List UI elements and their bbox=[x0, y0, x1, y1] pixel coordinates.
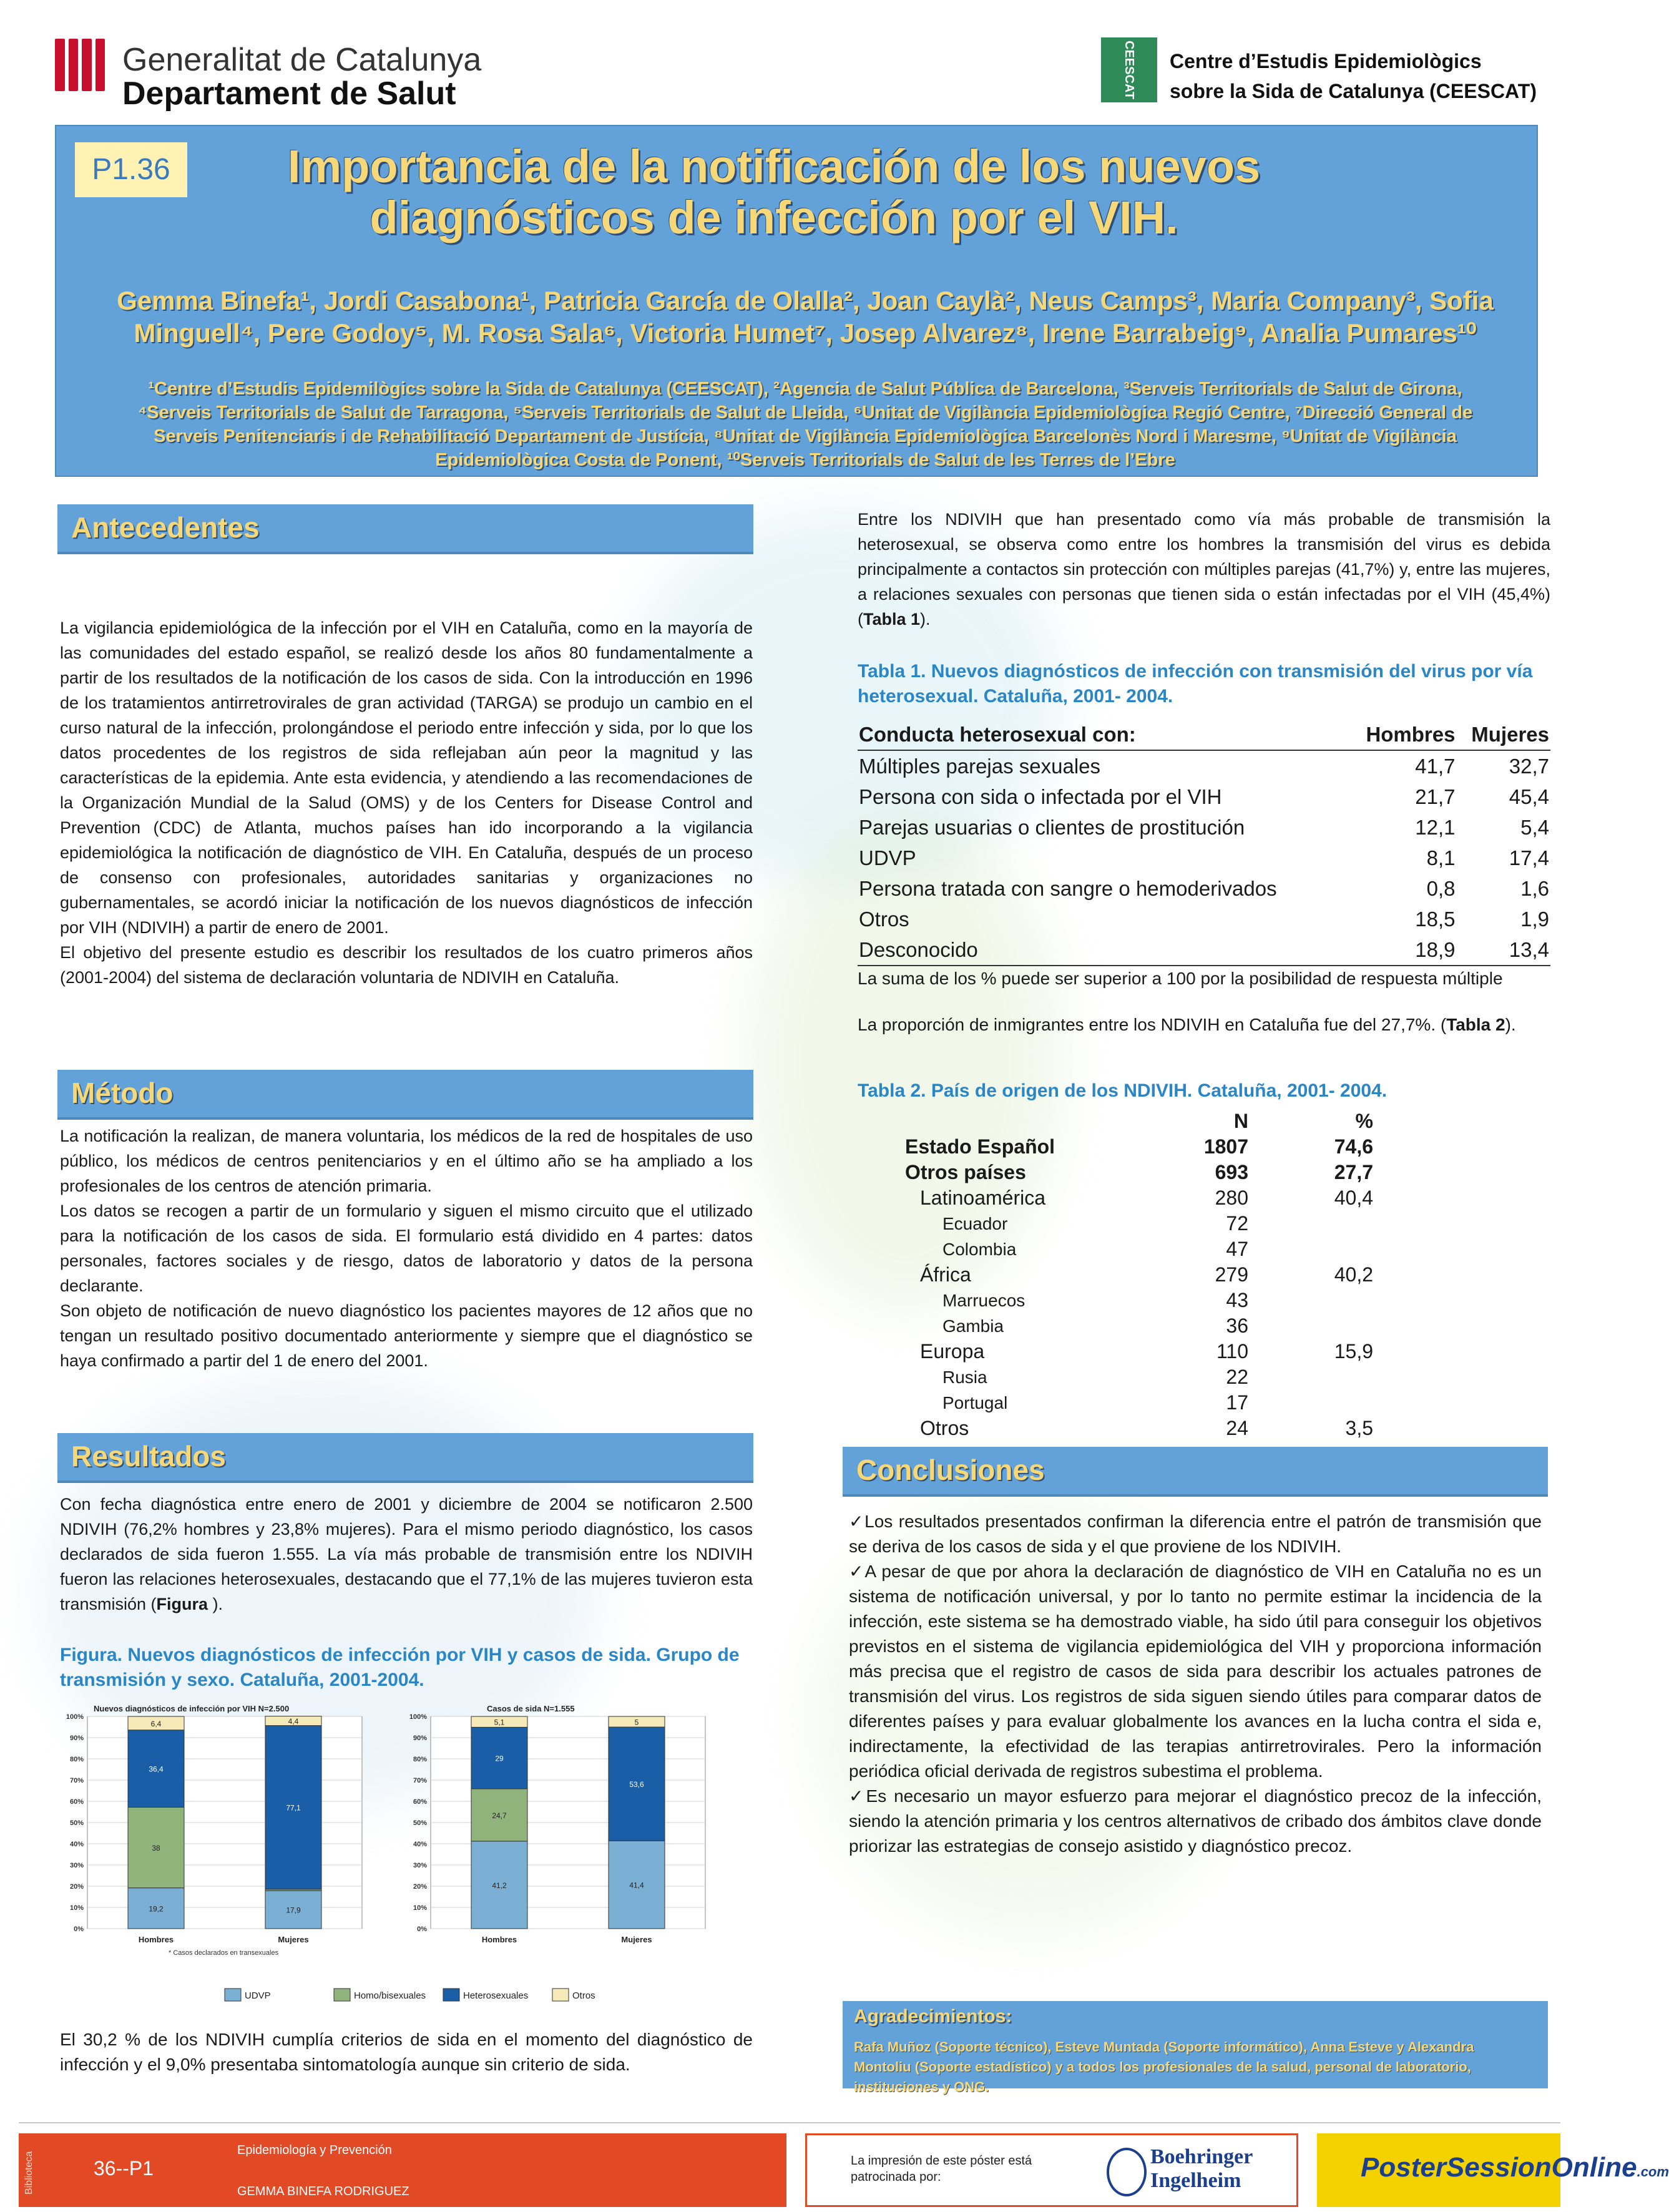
footer-info bbox=[19, 2133, 786, 2207]
acknowledgements-box bbox=[843, 2001, 1548, 2095]
paragraph-text: ). bbox=[920, 610, 931, 629]
data-label: 5,1 bbox=[494, 1718, 505, 1727]
legend-label: Heterosexuales bbox=[463, 1990, 529, 2001]
legend-swatch bbox=[552, 1989, 569, 2001]
table-row bbox=[905, 1288, 1373, 1313]
table-cell: 74,6 bbox=[1334, 1135, 1373, 1158]
y-tick-label: 10% bbox=[69, 1904, 84, 1912]
table-cell: África bbox=[920, 1263, 971, 1286]
table-cell: 693 bbox=[1215, 1161, 1248, 1183]
table-header-cell bbox=[905, 1108, 1192, 1134]
table-cell bbox=[1248, 1313, 1373, 1339]
paragraph-text: Entre los NDIVIH que han presentado como vía más probable de transmisión la heterosexual, se observa como entre los hombres la transmisión del virus es debida principalmente a contactos sin protección con múltiples parejas (41,7%) y, entre las mujeres, a relaciones sexuales con personas que tienen sida o están infectadas por el VIH (45,4%) ( bbox=[858, 510, 1550, 629]
table-cell: 24 bbox=[1226, 1417, 1248, 1439]
brand-logo bbox=[1361, 2152, 1669, 2183]
y-tick-label: 30% bbox=[413, 1862, 427, 1869]
table-cell: 47 bbox=[1226, 1238, 1248, 1260]
table1-note: La suma de los % puede ser superior a 100 por la posibilidad de respuesta múltiple bbox=[858, 969, 1503, 988]
authors bbox=[87, 285, 1523, 350]
table-cell: 110 bbox=[1216, 1340, 1248, 1363]
section-title: Resultados bbox=[71, 1440, 226, 1472]
table-row bbox=[905, 1262, 1373, 1288]
y-tick-label: 0% bbox=[417, 1926, 427, 1933]
table-row bbox=[858, 873, 1550, 904]
sponsor-text: La impresión de este póster está patrocinada por: bbox=[851, 2154, 1032, 2184]
y-tick-label: 60% bbox=[69, 1798, 84, 1806]
table1-caption: Tabla 1. Nuevos diagnósticos de infección con transmisión del virus por vía heterosexual. Cataluña, 2001- 2004. bbox=[858, 661, 1533, 707]
table-cell bbox=[1248, 1236, 1373, 1262]
affiliation-line: ⁴Serveis Territorials de Salut de Tarragona, ⁵Serveis Territorials de Salut de Lleida, ⁶Unitat de Vigilància Epidemiològica Regió Centre, ⁷Direcció General de bbox=[137, 403, 1473, 423]
conclusion-item bbox=[849, 1784, 1542, 1859]
data-label: 41,4 bbox=[629, 1881, 644, 1890]
data-label: 53,6 bbox=[629, 1780, 644, 1789]
table2-caption: Tabla 2. País de origen de los NDIVIH. Cataluña, 2001- 2004. bbox=[858, 1080, 1388, 1101]
table-cell: 1807 bbox=[1203, 1135, 1248, 1158]
footer-divider bbox=[19, 2122, 1560, 2123]
check-icon: ✓ bbox=[849, 1786, 866, 1806]
table-row bbox=[905, 1185, 1373, 1211]
figure-ref: Figura bbox=[156, 1595, 208, 1613]
table-cell: Latinoamérica bbox=[920, 1187, 1045, 1209]
conclusion-text: A pesar de que por ahora la declaración de diagnóstico de VIH en Cataluña no es un sistema de notificación universal, y por lo tanto no permite estimar la incidencia de la infección, este sistema se ha demostrado viable, ha sido útil para conseguir los objetivos previstos en el sistema de vigilancia epidemiológica del VIH y proporciona información más precisa que el registro de casos de sida para describir los actuales patrones de transmisión del virus. Los registros de sida siguen siendo útiles para comparar datos de diferentes países y para evaluar globalmente los avances en la lucha contra el sida e, indirectamente, la efectividad de las terapias antirretrovirales. Pero la información periódica oficial derivada de registros subestima el problema. bbox=[849, 1562, 1542, 1781]
table-cell: 21,7 bbox=[1415, 785, 1456, 808]
table-cell: Parejas usuarias o clientes de prostitución bbox=[859, 815, 1245, 839]
table-header-cell: Hombres bbox=[1349, 719, 1457, 750]
authors-line: Gemma Binefa¹, Jordi Casabona¹, Patricia García de Olalla², Joan Caylà², Neus Camps³, Maria Company³, Sofia bbox=[117, 286, 1494, 315]
figure-charts bbox=[37, 1698, 774, 2022]
table-cell: 8,1 bbox=[1426, 846, 1456, 869]
paragraph: El 30,2 % de los NDIVIH cumplía criterios de sida en el momento del diagnóstico de infección y el 9,0% presentaba sintomatología aunque sin criterio de sida. bbox=[60, 2030, 753, 2074]
legend-label: UDVP bbox=[245, 1990, 271, 2001]
table-header-cell: Mujeres bbox=[1456, 719, 1550, 750]
brand-suffix: .com bbox=[1637, 2164, 1669, 2180]
department-name: Departament de Salut bbox=[122, 76, 456, 112]
table-cell: Otros bbox=[920, 1417, 969, 1439]
metodo-text bbox=[60, 1123, 753, 1373]
table-1 bbox=[858, 719, 1550, 966]
data-label: 41,2 bbox=[492, 1881, 507, 1890]
data-label: 19,2 bbox=[149, 1904, 164, 1914]
table-header-row bbox=[905, 1108, 1373, 1134]
table-cell: 72 bbox=[1226, 1212, 1248, 1235]
paragraph-text: ). bbox=[208, 1595, 223, 1613]
legend-label: Homo/bisexuales bbox=[354, 1990, 426, 2001]
data-label: 36,4 bbox=[149, 1764, 164, 1774]
table-cell: Colombia bbox=[942, 1239, 1017, 1259]
table-cell: 279 bbox=[1215, 1263, 1248, 1286]
y-tick-label: 100% bbox=[66, 1713, 84, 1721]
sponsor-box bbox=[805, 2133, 1298, 2207]
legend-label: Otros bbox=[572, 1990, 595, 2001]
sponsor-name-line: Ingelheim bbox=[1150, 2169, 1241, 2192]
table-cell: 36 bbox=[1226, 1314, 1248, 1337]
table-cell: 27,7 bbox=[1334, 1161, 1373, 1183]
table-cell: 13,4 bbox=[1456, 934, 1550, 966]
section-title: Antecedentes bbox=[71, 511, 260, 544]
table-cell: 40,4 bbox=[1334, 1187, 1373, 1209]
table-cell: 17,4 bbox=[1509, 846, 1549, 869]
acknowledgements-title: Agradecimientos: bbox=[854, 2006, 1012, 2027]
table-cell: 18,5 bbox=[1415, 907, 1456, 931]
footer-code: 36--P1 bbox=[94, 2157, 154, 2180]
poster-code: P1.36 bbox=[75, 142, 187, 197]
table-row bbox=[858, 904, 1550, 934]
section-header-resultados bbox=[57, 1433, 753, 1483]
x-tick-label: Mujeres bbox=[621, 1935, 652, 1944]
section-header-antecedentes bbox=[57, 504, 753, 554]
table-ref: Tabla 2 bbox=[1446, 1015, 1505, 1034]
center-name-line: sobre la Sida de Catalunya (CEESCAT) bbox=[1170, 80, 1537, 102]
table-row bbox=[905, 1313, 1373, 1339]
table-cell: Marruecos bbox=[942, 1290, 1025, 1310]
paragraph: La vigilancia epidemiológica de la infección por el VIH en Cataluña, como en la mayoría de las comunidades del estado español, se realizó desde los años 80 fundamentalmente a partir de los resultados de la notificación de los casos de sida. Con la introducción en 1996 de los tratamientos antirretrovirales de gran actividad (TARGA) se produjo un cambio en el curso natural de la infección, prolongándose el periodo entre infección y sida, por lo que los datos procedentes de los registros de sida reflejaban aún peor la magnitud y las características de la epidemia. Ante esta evidencia, y atendiendo a las recomendaciones de la Organización Mundial de la Salud (OMS) y de los Centers for Disease Control and Prevention (CDC) de Atlanta, muchos países han ido incorporando a la vigilancia epidemiológica la notificación de diagnóstico de VIH. En Cataluña, después de un proceso de consenso con profesionales, autoridades sanitarias y organizaciones no gubernamentales, se acordó iniciar la notificación de los nuevos diagnósticos de infección por VIH (NDIVIH) a partir de enero de 2001. bbox=[60, 619, 753, 937]
table-cell: 0,8 bbox=[1426, 876, 1456, 900]
conclusion-item bbox=[849, 1559, 1542, 1784]
brand-box bbox=[1317, 2133, 1669, 2207]
data-label: 24,7 bbox=[492, 1811, 507, 1820]
x-tick-label: Hombres bbox=[138, 1935, 174, 1944]
footer-author: GEMMA BINEFA RODRIGUEZ bbox=[237, 2185, 409, 2198]
table-cell: 45,4 bbox=[1509, 785, 1549, 808]
y-tick-label: 30% bbox=[69, 1862, 84, 1869]
affiliation-line: Epidemiològica Costa de Ponent, ¹⁰Serveis Territorials de Salut de les Terres de l’Ebre bbox=[435, 450, 1175, 470]
sponsor-name-line: Boehringer bbox=[1150, 2145, 1253, 2168]
section-title: Método bbox=[71, 1077, 174, 1109]
table-cell: 40,2 bbox=[1334, 1263, 1373, 1286]
title-line: Importancia de la notificación de los nuevos bbox=[287, 140, 1261, 192]
org-name: Generalitat de Catalunya bbox=[122, 42, 482, 78]
check-icon: ✓ bbox=[849, 1562, 865, 1581]
paragraph-text: Con fecha diagnóstica entre enero de 2001 y diciembre de 2004 se notificaron 2.500 NDIVIH (76,2% hombres y 23,8% mujeres). Para el mismo periodo diagnóstico, los casos declarados de sida fueron 1.555. La vía más probable de transmisión entre los NDIVIH fueron las relaciones heterosexuales, destacando que el 77,1% de las mujeres tuvieron esta transmisión ( bbox=[60, 1495, 753, 1613]
right-text-2 bbox=[858, 1012, 1550, 1037]
paragraph: El objetivo del presente estudio es describir los resultados de los cuatro primeros años (2001-2004) del sistema de declaración voluntaria de NDIVIH en Cataluña. bbox=[60, 943, 753, 987]
paragraph-text: ). bbox=[1505, 1015, 1516, 1034]
table-cell: Ecuador bbox=[942, 1213, 1008, 1233]
table-row bbox=[905, 1236, 1373, 1262]
table-cell: 3,5 bbox=[1345, 1417, 1373, 1439]
y-tick-label: 100% bbox=[409, 1713, 427, 1721]
resultados-text bbox=[60, 1492, 753, 1617]
table-cell: Múltiples parejas sexuales bbox=[859, 754, 1101, 778]
table-ref: Tabla 1 bbox=[863, 610, 921, 629]
section-header-metodo bbox=[57, 1070, 753, 1120]
table-header-cell: % bbox=[1355, 1110, 1373, 1132]
footer-category: Epidemiología y Prevención bbox=[237, 2143, 392, 2157]
table-cell: Desconocido bbox=[858, 934, 1349, 966]
paragraph-text: La proporción de inmigrantes entre los NDIVIH en Cataluña fue del 27,7%. ( bbox=[858, 1015, 1447, 1034]
table-row bbox=[905, 1160, 1373, 1185]
brand-name: PosterSessionOnline bbox=[1361, 2152, 1637, 2183]
footer-side-label: Biblioteca bbox=[24, 2151, 34, 2195]
legend-swatch bbox=[334, 1989, 350, 2001]
table-cell: 1,6 bbox=[1520, 876, 1549, 900]
table-cell: 32,7 bbox=[1509, 754, 1549, 778]
table-cell: Portugal bbox=[942, 1392, 1008, 1412]
data-label: 5 bbox=[634, 1718, 639, 1727]
y-tick-label: 90% bbox=[69, 1735, 84, 1742]
paragraph: Los datos se recogen a partir de un formulario y siguen el mismo circuito que el utilizado para la notificación de los casos de sida. El formulario está dividido en 4 partes: datos personales, factores sociales y de riesgo, datos de laboratorio y datos de la persona declarante. bbox=[60, 1201, 753, 1295]
title-line: diagnósticos de infección por el VIH. bbox=[370, 192, 1178, 243]
chart-title: Nuevos diagnósticos de infección por VIH N=2.500 bbox=[94, 1704, 290, 1713]
table-cell: 18,9 bbox=[1349, 934, 1457, 966]
table-row bbox=[858, 843, 1550, 873]
table-cell: 22 bbox=[1226, 1366, 1248, 1388]
y-tick-label: 60% bbox=[413, 1798, 427, 1806]
figure-caption: Figura. Nuevos diagnósticos de infección por VIH y casos de sida. Grupo de transmisión y sexo. Cataluña, 2001-2004. bbox=[60, 1645, 740, 1690]
check-icon: ✓ bbox=[849, 1512, 865, 1531]
y-tick-label: 70% bbox=[69, 1777, 84, 1784]
table-cell: 12,1 bbox=[1415, 815, 1456, 839]
table-row bbox=[905, 1390, 1373, 1416]
table-row bbox=[858, 781, 1550, 812]
y-tick-label: 80% bbox=[413, 1756, 427, 1763]
table-row bbox=[905, 1339, 1373, 1364]
table-2 bbox=[905, 1108, 1373, 1441]
table-cell: 17 bbox=[1226, 1391, 1248, 1414]
table-cell bbox=[1248, 1211, 1373, 1236]
conclusion-text: Los resultados presentados confirman la diferencia entre el patrón de transmisión que se deriva de los casos de sida y el que proviene de los NDIVIH. bbox=[849, 1512, 1542, 1556]
conclusiones-text bbox=[849, 1509, 1542, 1859]
table-cell: 5,4 bbox=[1520, 815, 1549, 839]
chart-title: Casos de sida N=1.555 bbox=[487, 1704, 575, 1713]
table-cell: 43 bbox=[1226, 1289, 1248, 1311]
data-label: 29 bbox=[495, 1754, 504, 1763]
table-row bbox=[905, 1134, 1373, 1160]
generalitat-logo bbox=[55, 39, 105, 91]
ceescat-logo: CEESCAT bbox=[1101, 37, 1157, 102]
table-cell bbox=[1248, 1364, 1373, 1390]
data-label: 77,1 bbox=[286, 1803, 301, 1813]
conclusion-item bbox=[849, 1509, 1542, 1559]
legend-swatch bbox=[443, 1989, 459, 2001]
x-tick-label: Hombres bbox=[481, 1935, 517, 1944]
boehringer-logo-icon bbox=[1107, 2148, 1147, 2196]
table-cell: 280 bbox=[1215, 1187, 1248, 1209]
table-row bbox=[858, 934, 1550, 966]
table-header-cell: Conducta heterosexual con: bbox=[858, 719, 1349, 750]
table-cell: Otros bbox=[859, 907, 909, 931]
authors-line: Minguell⁴, Pere Godoy⁵, M. Rosa Sala⁶, Victoria Humet⁷, Josep Alvarez⁸, Irene Barrabeig⁹, Analia Pumares¹⁰ bbox=[134, 318, 1477, 348]
section-title: Conclusiones bbox=[856, 1454, 1045, 1486]
table-row bbox=[858, 750, 1550, 781]
table-cell: Persona tratada con sangre o hemoderivados bbox=[859, 876, 1277, 900]
table-cell: Gambia bbox=[942, 1316, 1004, 1336]
y-tick-label: 50% bbox=[69, 1819, 84, 1827]
table-row bbox=[905, 1364, 1373, 1390]
affiliation-line: ¹Centre d’Estudis Epidemilògics sobre la Sida de Catalunya (CEESCAT), ²Agencia de Salut Pública de Barcelona, ³Serveis Territorials de Salut de Girona, bbox=[148, 379, 1462, 399]
poster-title bbox=[212, 141, 1336, 243]
y-tick-label: 70% bbox=[413, 1777, 427, 1784]
chart-note: * Casos declarados en transexuales bbox=[169, 1949, 279, 1957]
table-cell: UDVP bbox=[859, 846, 916, 869]
y-tick-label: 90% bbox=[413, 1735, 427, 1742]
data-label: 4,4 bbox=[288, 1717, 299, 1726]
legend-swatch bbox=[225, 1989, 241, 2001]
right-intro-text bbox=[858, 507, 1550, 632]
resultados-text-2 bbox=[60, 2027, 753, 2077]
y-tick-label: 10% bbox=[413, 1904, 427, 1912]
y-tick-label: 20% bbox=[413, 1883, 427, 1891]
table-header-row bbox=[858, 719, 1550, 750]
y-tick-label: 80% bbox=[69, 1756, 84, 1763]
data-label: 17,9 bbox=[286, 1906, 301, 1915]
table-cell: 41,7 bbox=[1415, 754, 1456, 778]
table-row bbox=[858, 812, 1550, 843]
y-tick-label: 0% bbox=[74, 1926, 84, 1933]
table-cell: 15,9 bbox=[1334, 1340, 1373, 1363]
table-cell: Rusia bbox=[942, 1367, 987, 1387]
table-row bbox=[905, 1211, 1373, 1236]
y-tick-label: 40% bbox=[413, 1841, 427, 1848]
sponsor-name bbox=[1150, 2145, 1253, 2193]
paragraph: La notificación la realizan, de manera voluntaria, los médicos de la red de hospitales de uso público, los médicos de centros penitenciarios y en el último año se ha ampliado a los profesionales de los centros de atención primaria. bbox=[60, 1127, 753, 1195]
y-tick-label: 40% bbox=[69, 1841, 84, 1848]
y-tick-label: 50% bbox=[413, 1819, 427, 1827]
data-label: 38 bbox=[152, 1844, 160, 1853]
x-tick-label: Mujeres bbox=[278, 1935, 309, 1944]
acknowledgements-text: Rafa Muñoz (Soporte técnico), Esteve Muntada (Soporte informático), Anna Esteve y Alexandra Montoliu (Soporte estadístico) y a todos los profesionales de la salud, personal de laboratorio, instituciones y ONG. bbox=[854, 2039, 1474, 2095]
table-cell: Europa bbox=[920, 1340, 985, 1363]
center-name bbox=[1170, 46, 1537, 106]
table-cell: Persona con sida o infectada por el VIH bbox=[859, 785, 1222, 808]
table-header-cell: N bbox=[1233, 1110, 1248, 1132]
center-name-line: Centre d’Estudis Epidemiològics bbox=[1170, 50, 1482, 72]
antecedentes-text bbox=[60, 615, 753, 990]
y-tick-label: 20% bbox=[69, 1883, 84, 1891]
table-row bbox=[905, 1416, 1373, 1441]
table-cell: 1,9 bbox=[1520, 907, 1549, 931]
affiliations bbox=[87, 377, 1523, 472]
table-cell: Otros países bbox=[905, 1161, 1026, 1183]
paragraph: Son objeto de notificación de nuevo diagnóstico los pacientes mayores de 12 años que no tengan un resultado positivo documentado anteriormente y siempre que el diagnóstico se haya confirmado a partir del 1 de enero del 2001. bbox=[60, 1301, 753, 1370]
affiliation-line: Serveis Penitenciaris i de Rehabilitació Departament de Justícia, ⁸Unitat de Vigilància Epidemiològica Barcelonès Nord i Maresme, ⁹Unitat de Vigilància bbox=[154, 426, 1457, 446]
section-header-conclusiones bbox=[843, 1447, 1548, 1497]
data-label: 6,4 bbox=[150, 1719, 162, 1728]
table-cell bbox=[1248, 1288, 1373, 1313]
table-cell: Estado Español bbox=[905, 1135, 1055, 1158]
conclusion-text: Es necesario un mayor esfuerzo para mejorar el diagnóstico precoz de la infección, siendo la atención primaria y los centros alternativos de cribado dos ámbitos clave donde priorizar las estrategias de consejo asistido y diagnóstico precoz. bbox=[849, 1786, 1542, 1856]
table-cell bbox=[1248, 1390, 1373, 1416]
